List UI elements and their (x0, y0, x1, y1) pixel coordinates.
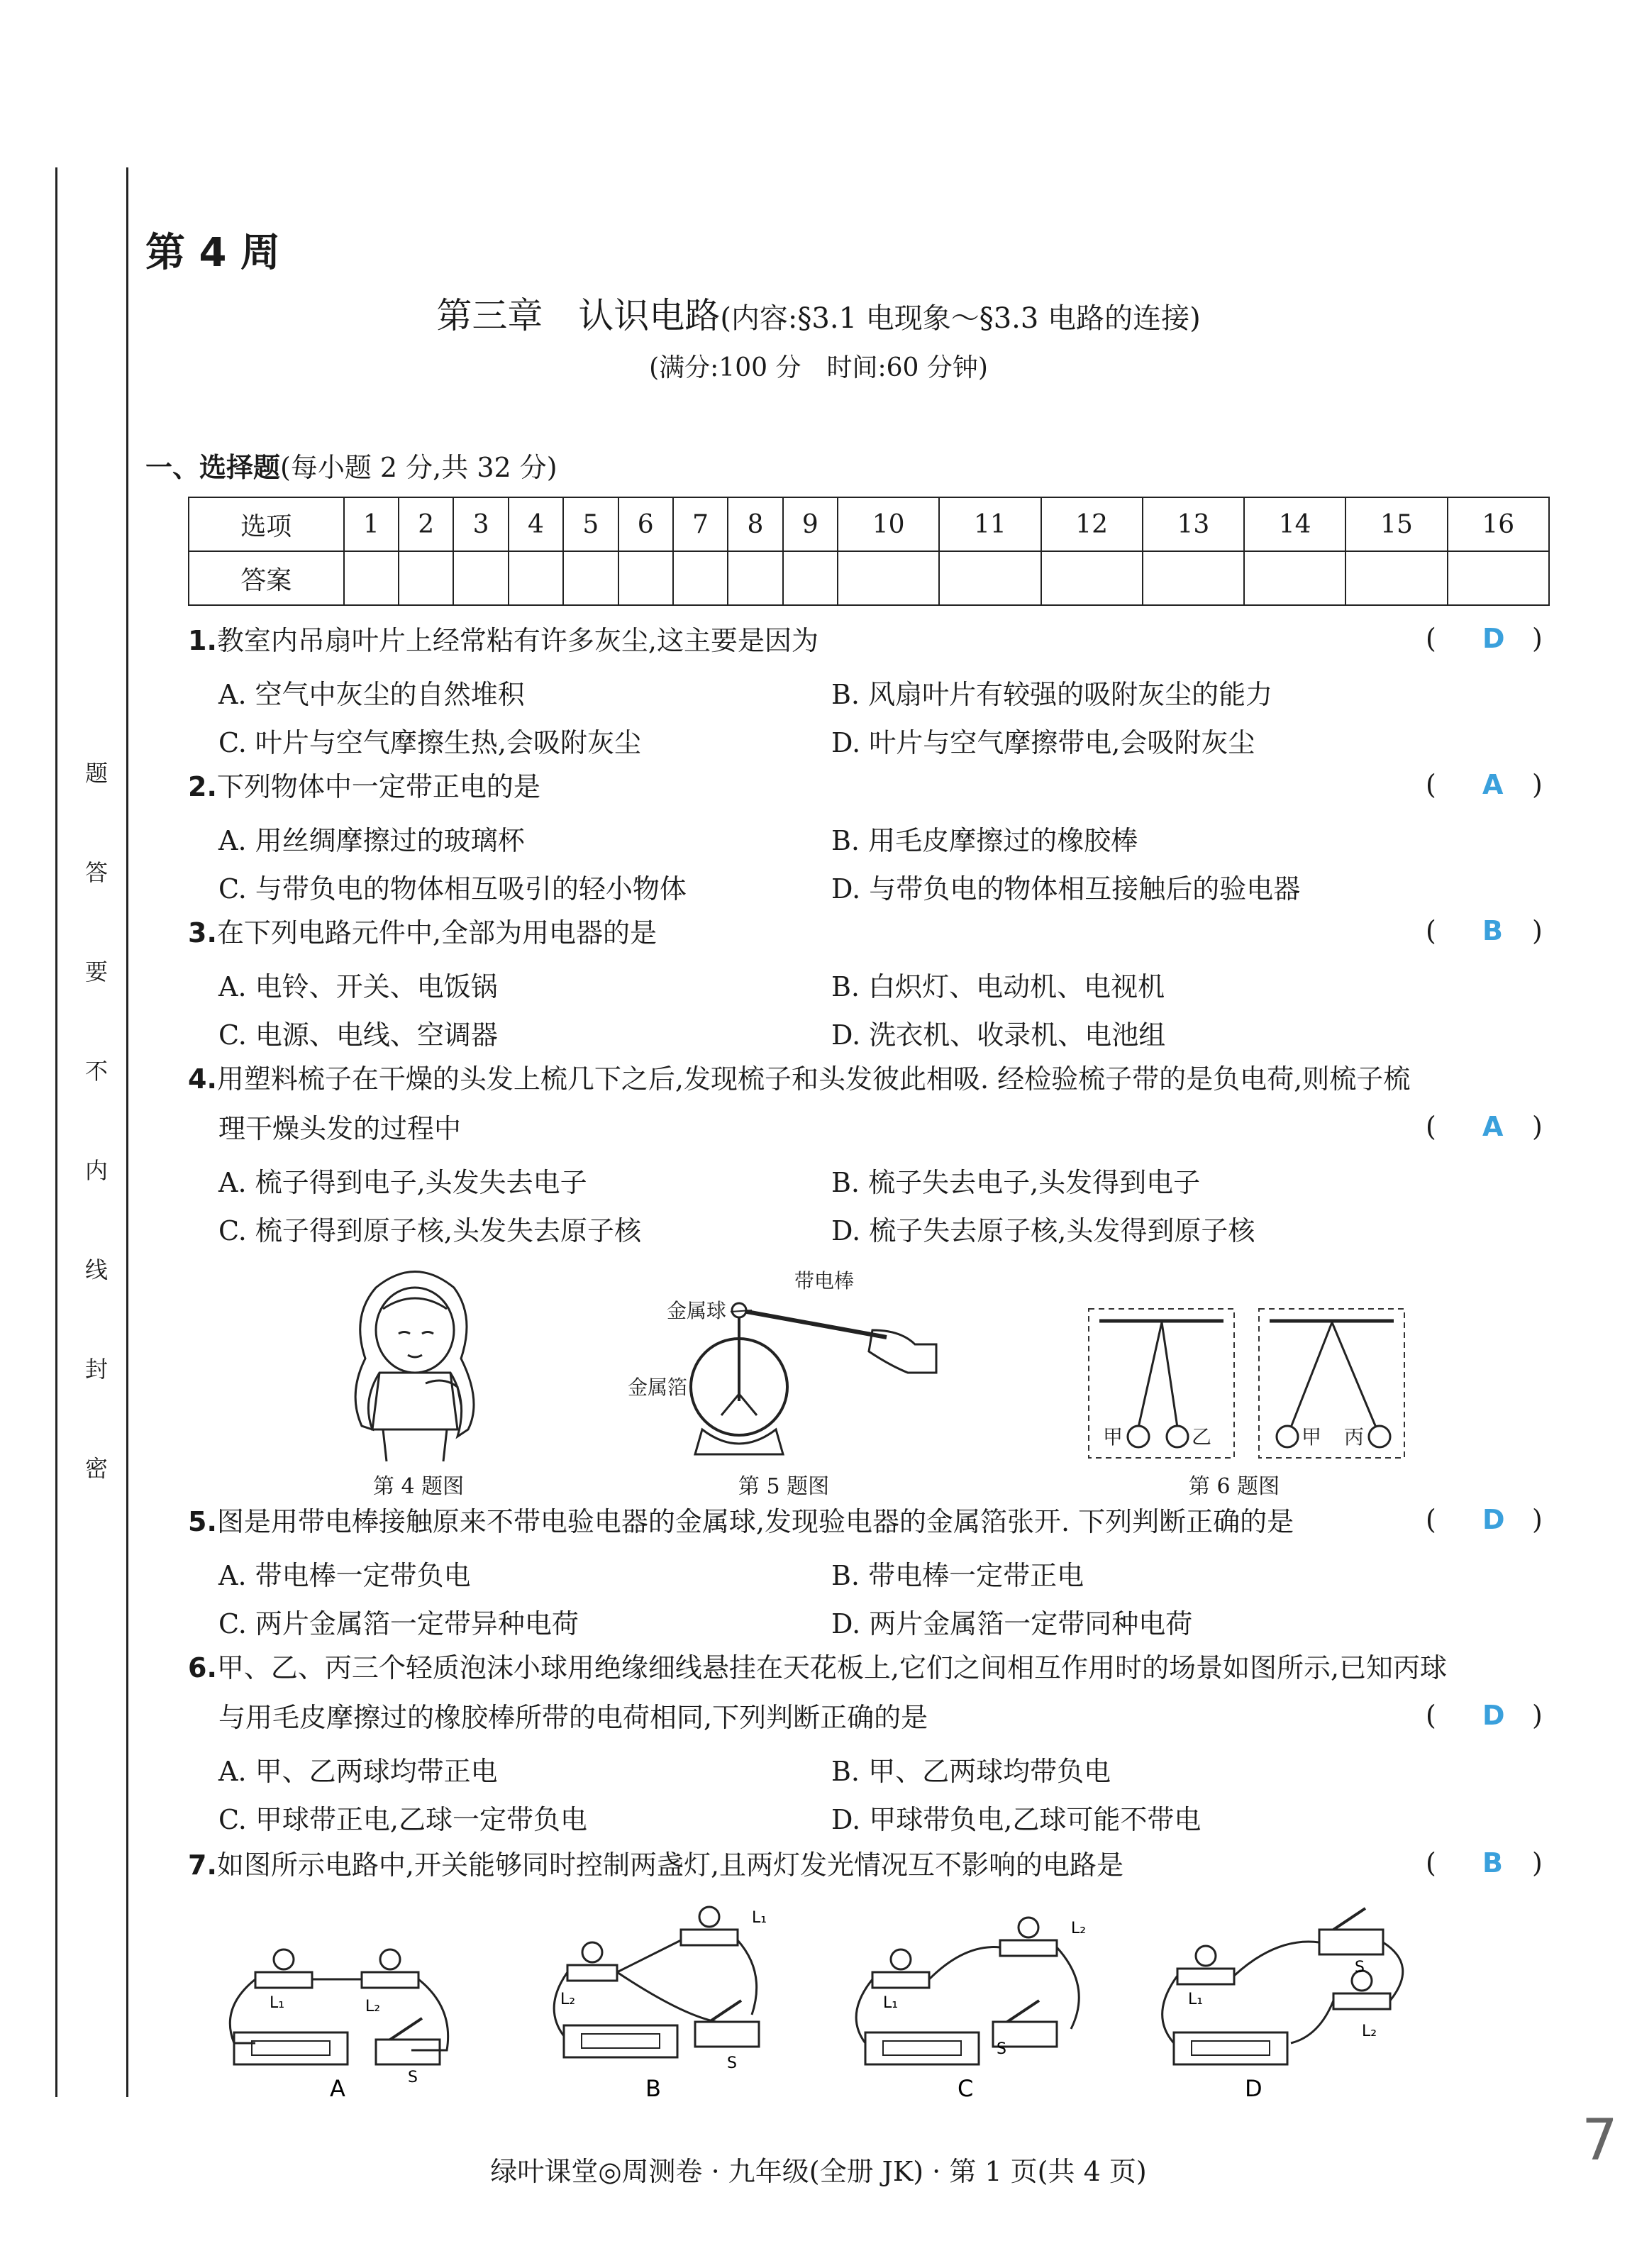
option: D. 两片金属箔一定带同种电荷 (831, 1608, 1193, 1639)
table-cell: 13 (1143, 497, 1244, 551)
page-number: 7 (1582, 2107, 1618, 2173)
label-jia2: 甲 (1302, 1425, 1322, 1449)
paren-open: ( (1426, 1111, 1436, 1142)
question-number: 3. (188, 917, 217, 948)
circuit-label: B (645, 2075, 661, 2100)
table-cell: 5 (563, 497, 618, 551)
paren-open: ( (1426, 769, 1436, 800)
label-l2: L₂ (1362, 2023, 1377, 2040)
table-cell: 7 (673, 497, 728, 551)
circuit-b (554, 1907, 767, 2100)
option: C. 叶片与空气摩擦生热,会吸附灰尘 (218, 727, 641, 758)
paren-open: ( (1426, 623, 1436, 654)
figure-4-girl (333, 1259, 496, 1465)
option: A. 甲、乙两球均带正电 (218, 1756, 498, 1787)
option: B. 白炽灯、电动机、电视机 (831, 971, 1165, 1002)
option: A. 电铃、开关、电饭锅 (218, 971, 498, 1002)
label-l1: L₁ (883, 1994, 899, 2012)
table-cell: 4 (509, 497, 563, 551)
answer-cell[interactable] (728, 551, 782, 605)
label-jia: 甲 (1103, 1425, 1123, 1449)
figure-5-caption: 第 5 题图 (738, 1474, 830, 1499)
option: C. 两片金属箔一定带异种电荷 (218, 1608, 579, 1639)
chapter-content: (内容:§3.1 电现象～§3.3 电路的连接) (720, 302, 1201, 335)
question-stem-cont: 与用毛皮摩擦过的橡胶棒所带的电荷相同,下列判断正确的是 (218, 1702, 928, 1733)
binding-line (55, 167, 57, 2097)
question-2 (188, 769, 540, 805)
circuit-c (856, 1918, 1086, 2100)
answer-cell[interactable] (939, 551, 1041, 605)
answer-cell[interactable] (673, 551, 728, 605)
figure-6-balls (1085, 1305, 1411, 1468)
question-stem: 下列物体中一定带正电的是 (216, 771, 540, 802)
question-stem-cont: 理干燥头发的过程中 (218, 1113, 462, 1144)
answer-cell[interactable] (453, 551, 508, 605)
label-l1: L₁ (752, 1909, 767, 1927)
option: A. 梳子得到电子,头发失去电子 (218, 1167, 587, 1198)
paren-close: ) (1532, 1847, 1543, 1879)
binding-char: 线 (84, 1256, 108, 1283)
label-s: S (1355, 1959, 1365, 1976)
binding-char: 题 (84, 760, 108, 787)
paren-close: ) (1532, 623, 1543, 654)
circuit-figures (213, 1901, 1560, 2100)
label-s: S (997, 2040, 1006, 2058)
option: B. 用毛皮摩擦过的橡胶棒 (831, 825, 1138, 856)
answer-value: A (1482, 1111, 1504, 1142)
label-s: S (408, 2069, 418, 2086)
paren-close: ) (1532, 1700, 1543, 1731)
option: B. 带电棒一定带正电 (831, 1560, 1084, 1591)
option: B. 风扇叶片有较强的吸附灰尘的能力 (831, 679, 1273, 710)
option: C. 甲球带正电,乙球一定带负电 (218, 1804, 587, 1835)
answer-cell[interactable] (1448, 551, 1549, 605)
question-number: 7. (188, 1849, 217, 1881)
paren-open: ( (1426, 915, 1436, 946)
question-number: 1. (188, 625, 217, 656)
question-number: 4. (188, 1063, 217, 1095)
binding-char: 要 (84, 958, 108, 985)
circuit-d (1162, 1908, 1403, 2100)
section-note: (每小题 2 分,共 32 分) (280, 452, 557, 483)
figure-5-electroscope (617, 1259, 943, 1472)
option: D. 与带负电的物体相互接触后的验电器 (831, 873, 1301, 905)
question-stem: 图是用带电棒接触原来不带电验电器的金属球,发现验电器的金属箔张开. 下列判断正确的是 (216, 1506, 1294, 1537)
label-rod: 带电棒 (794, 1269, 855, 1293)
table-row-label: 答案 (189, 551, 344, 605)
paren-close: ) (1532, 1504, 1543, 1535)
label-l2: L₂ (1071, 1920, 1087, 1937)
circuit-label: D (1245, 2075, 1263, 2100)
table-cell: 15 (1345, 497, 1447, 551)
exam-limits: (满分:100 分 时间:60 分钟) (649, 353, 988, 382)
paren-open: ( (1426, 1847, 1436, 1879)
answer-cell[interactable] (344, 551, 399, 605)
paren-close: ) (1532, 915, 1543, 946)
week-title: 第 4 周 (145, 230, 280, 276)
table-cell: 1 (344, 497, 399, 551)
table-cell: 9 (783, 497, 838, 551)
answer-cell[interactable] (1244, 551, 1345, 605)
binding-char: 答 (84, 859, 108, 886)
answer-value: B (1482, 915, 1503, 946)
table-cell: 11 (939, 497, 1041, 551)
question-1 (188, 623, 818, 659)
figure-6-caption: 第 6 题图 (1188, 1474, 1280, 1499)
option: A. 带电棒一定带负电 (218, 1560, 471, 1591)
label-l2: L₂ (560, 1991, 576, 2008)
answer-cell[interactable] (618, 551, 673, 605)
label-l1: L₁ (1188, 1991, 1204, 2008)
question-5 (188, 1504, 1294, 1540)
answer-value: D (1482, 1504, 1505, 1535)
label-yi: 乙 (1192, 1425, 1212, 1449)
question-7 (188, 1847, 1123, 1883)
question-stem: 教室内吊扇叶片上经常粘有许多灰尘,这主要是因为 (216, 625, 818, 656)
answer-cell[interactable] (783, 551, 838, 605)
table-cell: 16 (1448, 497, 1549, 551)
question-stem: 甲、乙、丙三个轻质泡沫小球用绝缘细线悬挂在天花板上,它们之间相互作用时的场景如图所示,已知丙球 (216, 1652, 1448, 1683)
answer-value: A (1482, 769, 1504, 800)
binding-line-inner (126, 167, 128, 2097)
table-row (189, 551, 1549, 605)
label-l2: L₂ (365, 1998, 381, 2015)
answer-cell[interactable] (399, 551, 453, 605)
question-number: 2. (188, 771, 217, 802)
answer-cell[interactable] (1041, 551, 1143, 605)
answer-cell[interactable] (1143, 551, 1244, 605)
figure-4-caption: 第 4 题图 (372, 1474, 465, 1499)
answer-value: B (1482, 1847, 1503, 1879)
paren-open: ( (1426, 1504, 1436, 1535)
table-cell: 8 (728, 497, 782, 551)
label-foil: 金属箔 (628, 1376, 688, 1399)
answer-cell[interactable] (563, 551, 618, 605)
paren-close: ) (1532, 1111, 1543, 1142)
question-number: 6. (188, 1652, 217, 1683)
table-cell: 12 (1041, 497, 1143, 551)
paren-close: ) (1532, 769, 1543, 800)
table-cell: 10 (838, 497, 939, 551)
option: D. 洗衣机、收录机、电池组 (831, 1019, 1166, 1051)
question-6 (188, 1650, 1557, 1686)
chapter-name: 第三章 认识电路 (436, 295, 721, 336)
question-3 (188, 915, 657, 951)
circuit-a (230, 1949, 448, 2100)
table-row (189, 497, 1549, 551)
option: C. 电源、电线、空调器 (218, 1019, 498, 1051)
table-cell: 14 (1244, 497, 1345, 551)
table-row-label: 选项 (189, 497, 344, 551)
option: D. 叶片与空气摩擦带电,会吸附灰尘 (831, 727, 1255, 758)
table-cell: 3 (453, 497, 508, 551)
question-stem: 用塑料梳子在干燥的头发上梳几下之后,发现梳子和头发彼此相吸. 经检验梳子带的是负电荷,则梳子梳 (216, 1063, 1411, 1095)
answer-value: D (1482, 623, 1505, 654)
question-number: 5. (188, 1506, 217, 1537)
circuit-label: C (958, 2075, 974, 2100)
answer-cell[interactable] (838, 551, 939, 605)
binding-char: 内 (84, 1157, 108, 1184)
question-4 (188, 1061, 1557, 1097)
binding-char: 密 (84, 1455, 108, 1482)
option: B. 梳子失去电子,头发得到电子 (831, 1167, 1201, 1198)
option: C. 梳子得到原子核,头发失去原子核 (218, 1215, 641, 1246)
table-cell: 6 (618, 497, 673, 551)
option: A. 空气中灰尘的自然堆积 (218, 679, 525, 710)
answer-table (188, 497, 1550, 606)
option: D. 梳子失去原子核,头发得到原子核 (831, 1215, 1255, 1246)
question-stem: 如图所示电路中,开关能够同时控制两盏灯,且两灯发光情况互不影响的电路是 (216, 1849, 1124, 1881)
paren-open: ( (1426, 1700, 1436, 1731)
option: D. 甲球带负电,乙球可能不带电 (831, 1804, 1202, 1835)
option: B. 甲、乙两球均带负电 (831, 1756, 1111, 1787)
binding-char: 封 (84, 1356, 108, 1383)
table-cell: 2 (399, 497, 453, 551)
option: C. 与带负电的物体相互吸引的轻小物体 (218, 873, 687, 905)
answer-cell[interactable] (1345, 551, 1447, 605)
label-s: S (727, 2054, 737, 2072)
chapter-title (0, 287, 1637, 338)
answer-cell[interactable] (509, 551, 563, 605)
label-bing: 丙 (1344, 1425, 1365, 1449)
label-ball: 金属球 (667, 1299, 727, 1322)
option: A. 用丝绸摩擦过的玻璃杯 (218, 825, 525, 856)
label-l1: L₁ (270, 1994, 285, 2012)
answer-value: D (1482, 1700, 1505, 1731)
binding-char: 不 (84, 1058, 108, 1085)
circuit-label: A (330, 2075, 345, 2100)
page-footer: 绿叶课堂◎周测卷 · 九年级(全册 JK) · 第 1 页(共 4 页) (490, 2156, 1147, 2187)
section-header (145, 446, 557, 485)
question-stem: 在下列电路元件中,全部为用电器的是 (216, 917, 657, 948)
section-title: 一、选择题 (145, 452, 281, 483)
